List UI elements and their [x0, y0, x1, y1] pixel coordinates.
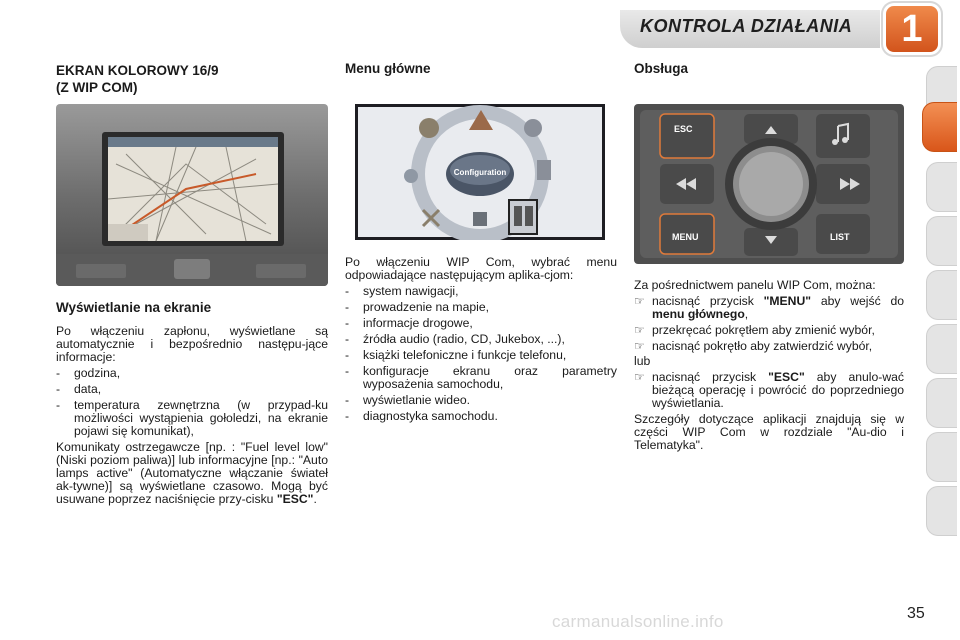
list-item: - konfiguracje ekranu oraz parametry wyposażenia samochodu, — [345, 364, 617, 391]
list-item: - diagnostyka samochodu. — [345, 409, 498, 423]
menu-button[interactable]: MENU — [672, 232, 699, 242]
list-item: - źródła audio (radio, CD, Jukebox, ...), — [345, 332, 565, 346]
paragraph-outro: Szczegóły dotyczące aplikacji znajdują się w części WIP Com w rozdziale "Au-dio i Telematyka". — [634, 412, 904, 452]
main-menu-screen — [355, 104, 605, 240]
column-main-menu-text — [345, 256, 617, 423]
page-header — [0, 0, 960, 54]
list-item: ☞ nacisnąć pokrętło aby zatwierdzić wybór, — [634, 339, 873, 353]
pointing-hand-icon: ☞ — [634, 294, 645, 308]
steps-list — [634, 295, 904, 353]
list-item: - książki telefoniczne i funkcje telefonu, — [345, 348, 567, 362]
side-tab[interactable] — [926, 378, 957, 428]
section-heading: Obsługa — [634, 61, 689, 76]
column-operation — [634, 62, 904, 75]
list-item: - godzina, — [56, 366, 121, 380]
subheading: Wyświetlanie na ekranie — [56, 300, 212, 315]
control-panel-photo — [634, 104, 904, 264]
list-item: - data, — [56, 382, 102, 396]
list-button[interactable]: LIST — [830, 232, 850, 242]
list-item: - wyświetlanie wideo. — [345, 393, 471, 407]
list-item: ☞ nacisnąć przycisk "MENU" aby wejść do menu głównego, — [634, 294, 905, 321]
heading-line-2: (Z WIP COM) — [56, 80, 138, 95]
heading-line-1: EKRAN KOLOROWY 16/9 — [56, 63, 219, 78]
steps-list-2 — [634, 371, 904, 410]
side-tab[interactable] — [926, 270, 957, 320]
or-text: lub — [634, 354, 651, 368]
list-item: ☞ przekręcać pokrętłem aby zmienić wybór, — [634, 323, 875, 337]
list-item: - temperatura zewnętrzna (w przypad-ku możliwości wystąpienia gołoledzi, na ekranie pojawi się komunikat), — [56, 398, 328, 438]
info-list — [56, 367, 328, 438]
menu-list — [345, 285, 617, 423]
side-tab[interactable] — [926, 432, 957, 482]
list-item: - informacje drogowe, — [345, 316, 473, 330]
chapter-title: KONTROLA DZIAŁANIA — [640, 16, 853, 36]
column-screen-text — [56, 301, 328, 506]
side-tab-active[interactable] — [922, 102, 957, 152]
side-tab[interactable] — [926, 486, 957, 536]
list-item: - prowadzenie na mapie, — [345, 300, 490, 314]
pointing-hand-icon: ☞ — [634, 339, 645, 353]
page-number: 35 — [907, 605, 925, 622]
esc-button[interactable]: ESC — [674, 124, 693, 134]
side-tab[interactable] — [926, 324, 957, 374]
column-operation-text — [634, 279, 904, 452]
column-main-menu — [345, 62, 617, 75]
list-item: ☞ nacisnąć przycisk "ESC" aby anulo-wać bieżącą operację i powrócić do poprzedniego wyświetlania. — [634, 370, 904, 410]
color-screen-photo — [56, 104, 328, 286]
section-heading: Menu główne — [345, 61, 431, 76]
paragraph-intro: Za pośrednictwem panelu WIP Com, można: — [634, 278, 876, 292]
paragraph-messages: Komunikaty ostrzegawcze [np. : "Fuel level low" (Niski poziom paliwa)] lub informacyjne [np.: "Auto lamps active" (Automatyczne włączanie świateł ak-tywne)] są wyświetlane czasowo. Mogą być usuwane poprzez naciśnięcie przy-cisku "ESC". — [56, 440, 328, 506]
list-item: - system nawigacji, — [345, 284, 459, 298]
section-heading — [56, 62, 328, 96]
chapter-number-badge: 1 — [886, 6, 938, 52]
side-tab[interactable] — [926, 216, 957, 266]
paragraph-intro: Po włączeniu zapłonu, wyświetlane są automatycznie i bezpośrednio następu-jące informacje: — [56, 324, 328, 364]
configuration-label: Configuration — [453, 168, 507, 177]
side-tab[interactable] — [926, 162, 957, 212]
side-tabs — [926, 66, 960, 576]
watermark: carmanualsonline.info — [552, 612, 724, 631]
paragraph-intro: Po włączeniu WIP Com, wybrać menu odpowiadające następującym aplika-cjom: — [345, 255, 617, 282]
pointing-hand-icon: ☞ — [634, 370, 645, 384]
column-screen — [56, 62, 328, 96]
pointing-hand-icon: ☞ — [634, 323, 645, 337]
